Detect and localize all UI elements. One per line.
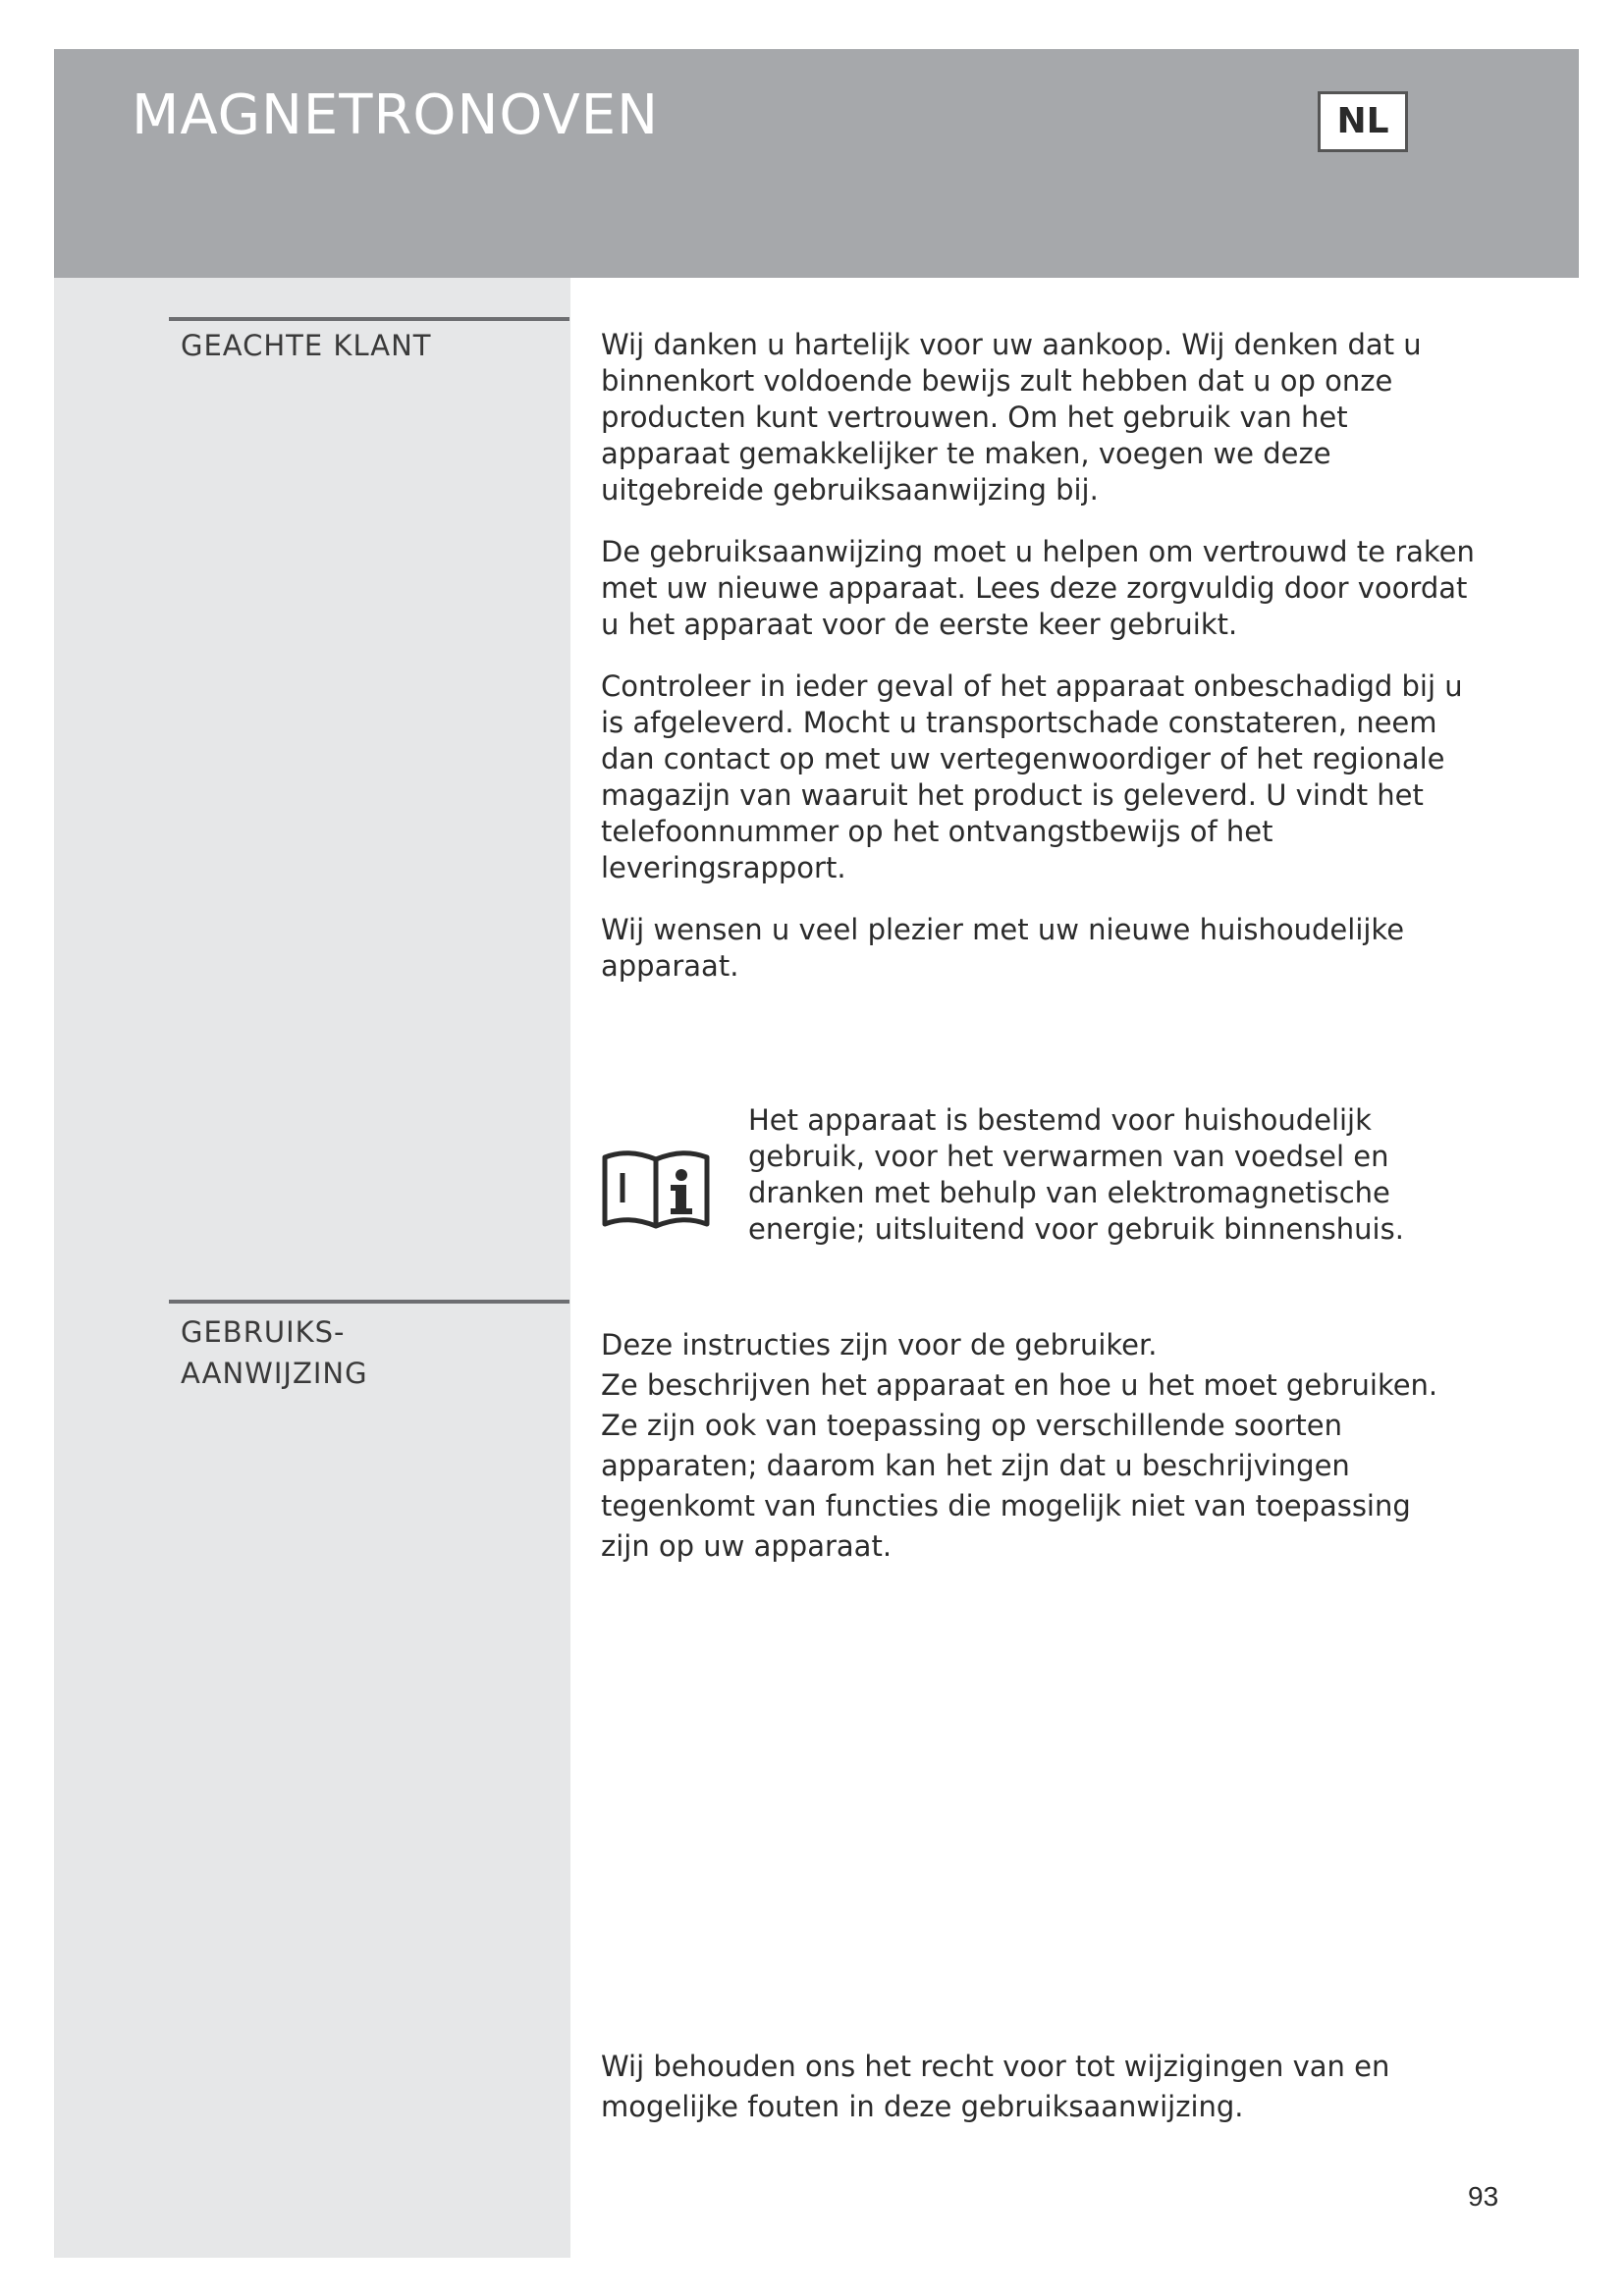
household-use-notice: Het apparaat is bestemd voor huishoudelijk gebruik, voor het verwarmen van voedsel en dranken met behulp van elektromagnetische energie; uitsluitend voor gebruik binnenshuis. (748, 1103, 1404, 1246)
manual-line: Deze instructies zijn voor de gebruiker. (601, 1328, 1158, 1362)
manual-line: Ze zijn ook van toepassing op verschillende soorten apparaten; daarom kan het zijn dat u beschrijvingen tegenkomt van functies die mogelijk niet van toepassing zijn op uw apparaat. (601, 1409, 1411, 1563)
page-number: 93 (1468, 2181, 1499, 2212)
manual-line: Ze beschrijven het apparaat en hoe u het moet gebruiken. (601, 1368, 1438, 1402)
section-divider (169, 1300, 569, 1304)
dear-customer-body (601, 327, 1485, 1010)
section-label-line: GEBRUIKS- (181, 1315, 346, 1349)
paragraph: Wij wensen u veel plezier met uw nieuwe huishoudelijke apparaat. (601, 913, 1405, 983)
section-label-dear-customer: GEACHTE KLANT (181, 329, 432, 362)
user-manual-body (601, 1325, 1524, 1567)
disclaimer: Wij behouden ons het recht voor tot wijzigingen van en mogelijke fouten in deze gebruiksaanwijzing. (601, 2050, 1390, 2123)
manual-info-icon (601, 1146, 711, 1232)
language-badge: NL (1318, 91, 1408, 152)
section-label-line: AANWIJZING (181, 1357, 368, 1390)
paragraph: Controleer in ieder geval of het apparaat onbeschadigd bij u is afgeleverd. Mocht u transportschade constateren, neem dan contact op met uw vertegenwoordiger of het regionale magazijn van waaruit het product is geleverd. U vindt het telefoonnummer op het ontvangstbewijs of het leveringsrapport. (601, 669, 1463, 884)
paragraph: Wij danken u hartelijk voor uw aankoop. Wij denken dat u binnenkort voldoende bewijs zult hebben dat u op onze producten kunt vertrouwen. Om het gebruik van het apparaat gemakkelijker te maken, voegen we deze uitgebreide gebruiksaanwijzing bij. (601, 328, 1422, 507)
sidebar (54, 278, 570, 2258)
section-divider (169, 317, 569, 321)
paragraph: De gebruiksaanwijzing moet u helpen om vertrouwd te raken met uw nieuwe apparaat. Lees deze zorgvuldig door voordat u het apparaat voor de eerste keer gebruikt. (601, 535, 1475, 641)
page-title: MAGNETRONOVEN (132, 83, 660, 147)
section-label-user-manual (181, 1311, 368, 1394)
